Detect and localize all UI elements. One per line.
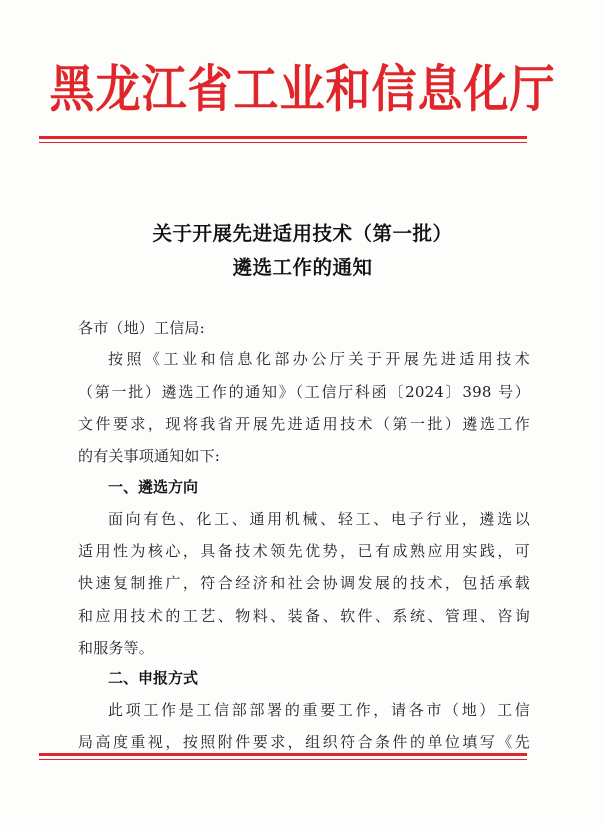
organization-letterhead: 黑龙江省工业和信息化厅 — [49, 59, 556, 119]
section-heading-selection-direction: 一、遴选方向 — [108, 478, 199, 496]
paragraph-3-line-1: 此项工作是工信部部署的重要工作，请各市（地）工信 — [108, 701, 530, 719]
letterhead-divider-thick — [39, 136, 527, 139]
paragraph-2-line-2: 适用性为核心，具备技术领先优势，已有成熟应用实践，可 — [78, 542, 530, 560]
paragraph-1-line-3: 文件要求，现将我省开展先进适用技术（第一批）遴选工作 — [78, 415, 530, 433]
paragraph-2-line-3: 快速复制推广，符合经济和社会协调发展的技术，包括承载 — [78, 574, 530, 592]
paragraph-2-line-1: 面向有色、化工、通用机械、轻工、电子行业，遴选以 — [108, 510, 530, 528]
notice-title-line-1: 关于开展先进适用技术（第一批） — [152, 222, 453, 245]
footer-divider-thick — [39, 753, 527, 756]
paragraph-1-line-4: 的有关事项通知如下: — [78, 447, 221, 465]
paragraph-1-line-1: 按照《工业和信息化部办公厅关于开展先进适用技术 — [108, 350, 530, 368]
footer-divider-thin — [39, 759, 527, 760]
paragraph-2-line-5: 和服务等。 — [78, 639, 155, 657]
section-heading-application-method: 二、申报方式 — [108, 669, 199, 687]
paragraph-3-line-2: 局高度重视，按照附件要求，组织符合条件的单位填写《先 — [78, 733, 530, 751]
notice-title-line-2: 遴选工作的通知 — [232, 256, 373, 279]
salutation: 各市（地）工信局: — [78, 319, 205, 337]
paragraph-2-line-4: 和应用技术的工艺、物料、装备、软件、系统、管理、咨询 — [78, 607, 530, 625]
letterhead-divider-thin — [39, 142, 527, 143]
paragraph-1-line-2: （第一批）遴选工作的通知》（工信厅科函〔2024〕398 号） — [78, 383, 530, 401]
